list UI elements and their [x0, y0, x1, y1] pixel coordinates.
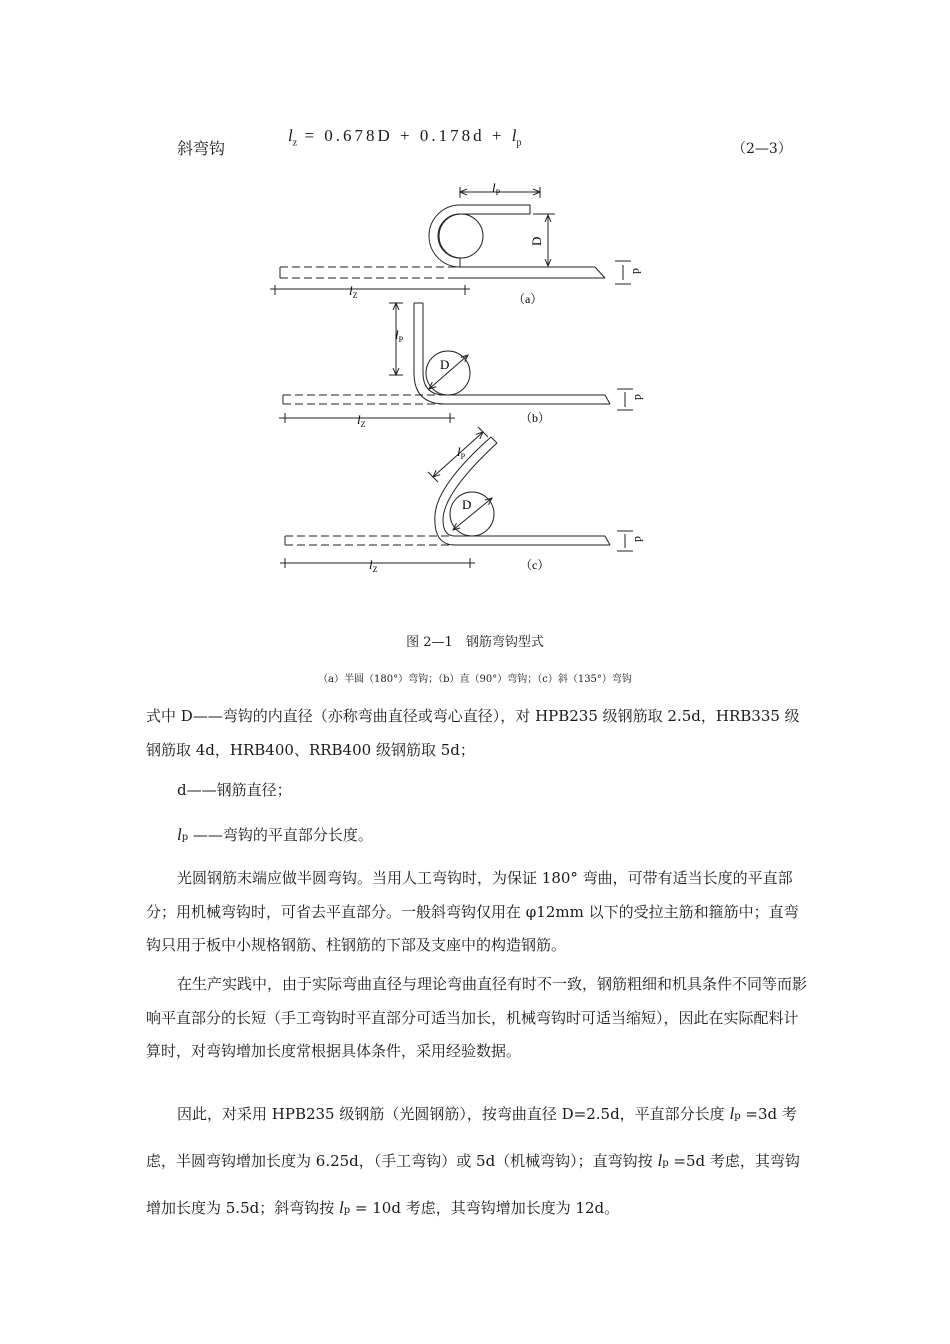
paragraph-lp-definition	[146, 818, 808, 855]
equation-lhs: l	[288, 126, 293, 145]
paragraph-d-definition: d——钢筋直径；	[177, 781, 292, 799]
lp-symbol-sub: p	[181, 832, 189, 843]
label-d-b: d	[632, 394, 646, 400]
paragraph-definitions: 式中 D——弯钩的内直径（亦称弯曲直径或弯心直径），对 HPB235 级钢筋取 2.5d，HRB335 级钢筋取 4d，HRB400、RRB400 级钢筋取 5d；	[146, 707, 800, 759]
lp-symbol: l	[177, 825, 182, 844]
equation-label: 斜弯钩	[177, 139, 226, 158]
label-D-a: D	[529, 236, 544, 246]
paragraph-hook-usage: 光圆钢筋末端应做半圆弯钩。当用人工弯钩时，为保证 180° 弯曲，可带有适当长度的平直部分；用机械弯钩时，可省去平直部分。一般斜弯钩仅用在 φ12mm 以下的受拉主筋和箍筋中；直弯钩只用于板中小规格钢筋、柱钢筋的下部及支座中的构造钢筋。	[146, 869, 799, 954]
label-lz-c: $l_Z$	[369, 557, 378, 574]
equation-rhs: = 0.678D + 0.178d +	[297, 126, 512, 145]
equation-number: （2—3）	[732, 141, 792, 157]
figure-caption: 图 2—1 钢筋弯钩型式	[406, 635, 544, 650]
label-D-b: D	[440, 357, 450, 372]
figure-subcaption: （a）半圆（180°）弯钩；（b）直（90°）弯钩；（c）斜（135°）弯钩	[318, 674, 632, 685]
label-b: （b）	[520, 411, 551, 425]
hook-b	[279, 303, 633, 423]
label-lp-a: $l_P$	[492, 180, 501, 197]
label-c: （c）	[520, 558, 550, 572]
label-d-a: d	[630, 268, 644, 274]
dim-D-c	[453, 498, 492, 530]
paragraph-conclusion: 因此，对采用 HPB235 级钢筋（光圆钢筋），按弯曲直径 D=2.5d，平直部分长度 lp =3d 考虑，半圆弯钩增加长度为 6.25d，（手工弯钩）或 5d（机械弯钩）；直弯钩按 lp =5d 考虑，其弯钩增加长度为 5.5d；斜弯钩按 lp = 10d 考虑，其弯钩增加长度为 12d。	[146, 1104, 800, 1217]
label-D-c: D	[462, 497, 472, 512]
hook-a	[270, 187, 631, 295]
label-lz-a: $l_Z$	[349, 283, 358, 300]
label-lz-b: $l_Z$	[357, 412, 366, 429]
label-lp-b: $l_P$	[395, 327, 404, 344]
hook-diagram	[265, 175, 655, 585]
label-a: （a）	[513, 292, 543, 306]
lp-definition-text: ——弯钩的平直部分长度。	[192, 826, 373, 844]
equation-lhs-sub: z	[292, 137, 298, 149]
label-d-c: d	[632, 536, 646, 542]
hook-a-bend	[429, 205, 530, 267]
paragraph-practice: 在生产实践中，由于实际弯曲直径与理论弯曲直径有时不一致，钢筋粗细和机具条件不同等而影响平直部分的长短（手工弯钩时平直部分可适当加长，机械弯钩时可适当缩短），因此在实际配料计算时，对弯钩增加长度常根据具体条件，采用经验数据。	[146, 975, 808, 1060]
label-lp-c: $l_P$	[457, 444, 466, 461]
equation-rhs-var: l	[511, 126, 517, 145]
mandrel-a	[439, 214, 483, 258]
equation-formula	[288, 126, 521, 148]
equation-rhs-sub: p	[516, 137, 522, 149]
